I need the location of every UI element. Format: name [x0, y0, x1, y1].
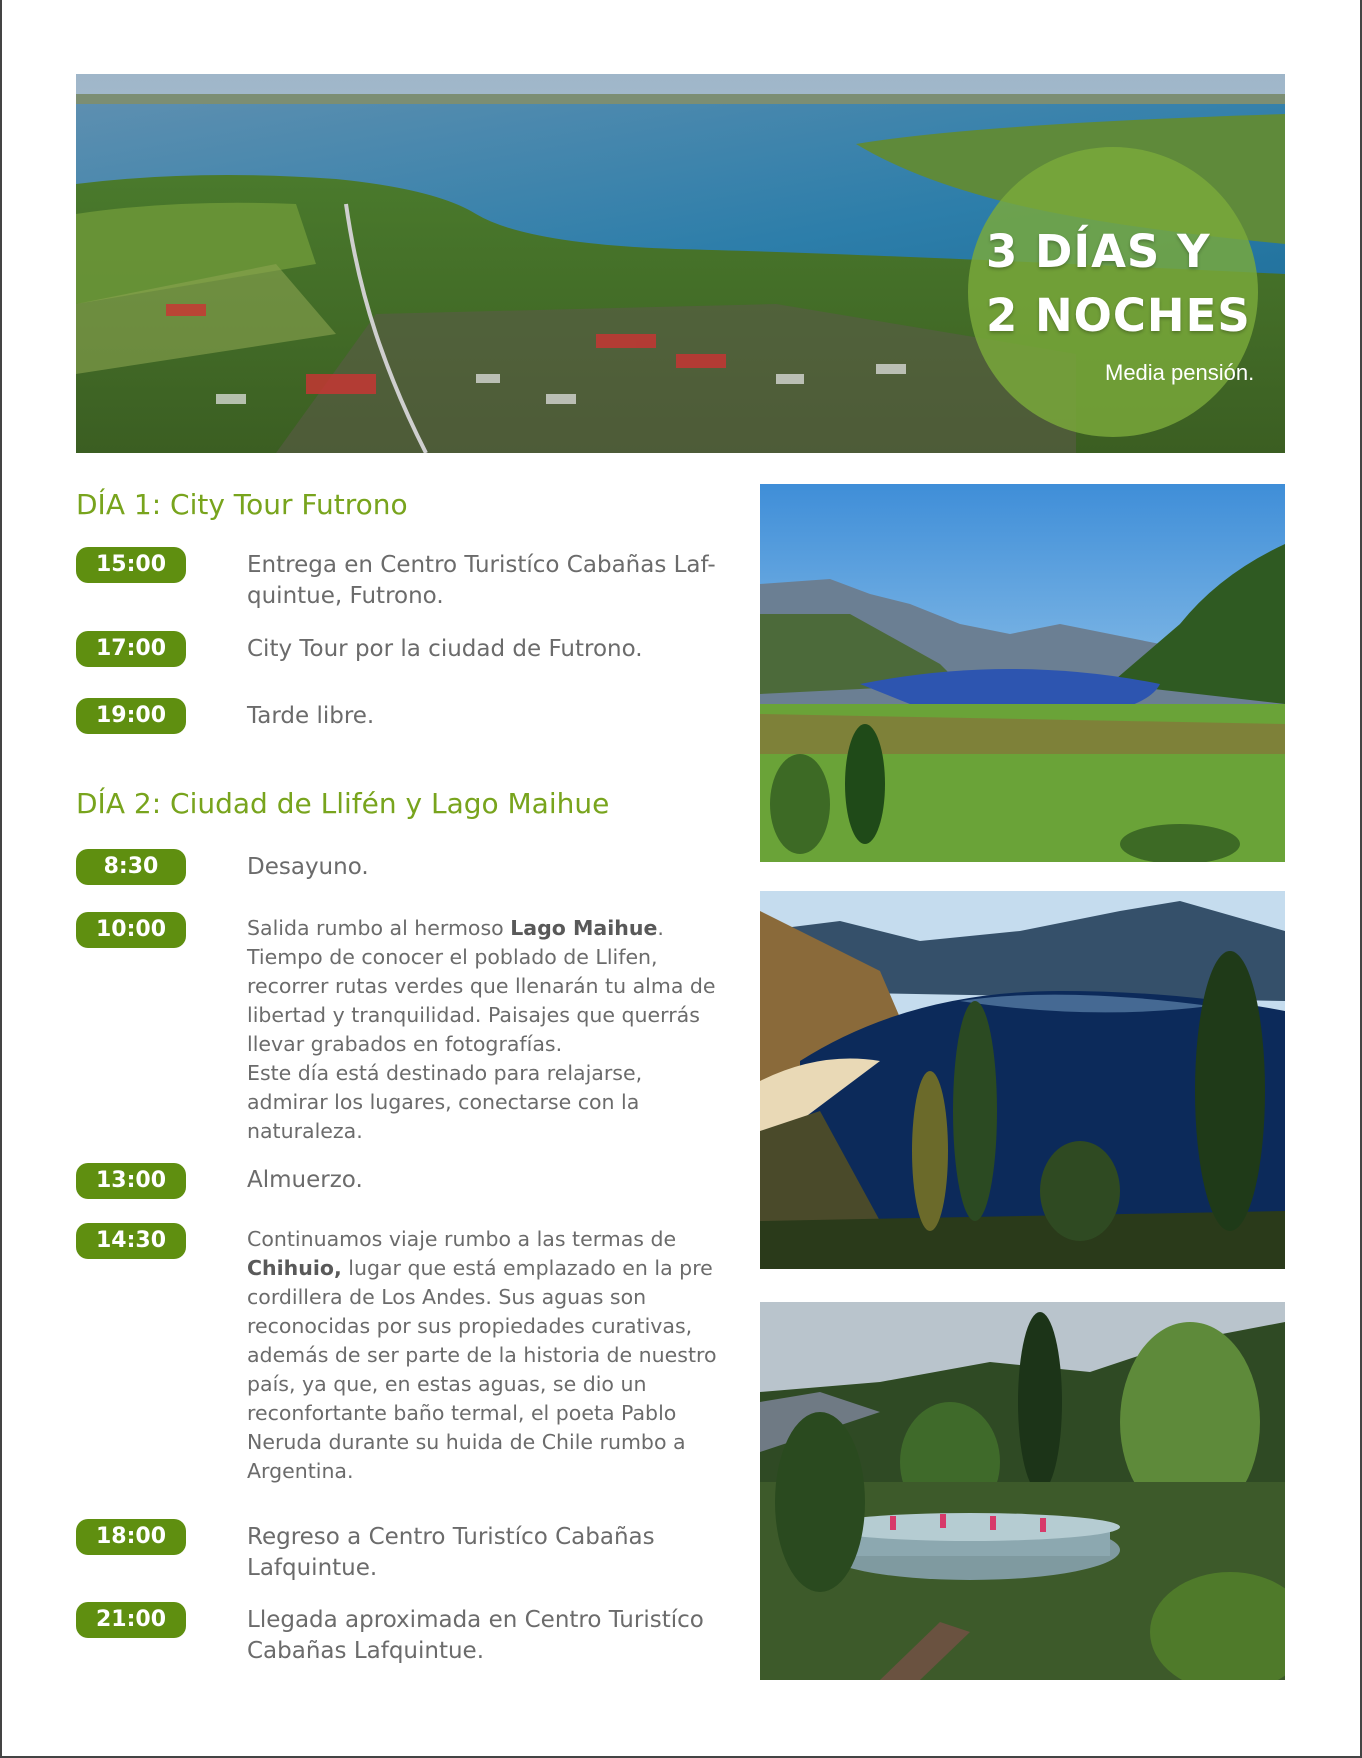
- schedule-text: Tarde libre.: [247, 703, 375, 729]
- time-badge: 13:00: [76, 1163, 186, 1199]
- schedule-text: Entrega en Centro Turistíco Cabañas Laf-quintue, Futrono.: [247, 552, 716, 609]
- hero-subtitle: Media pensión.: [1105, 360, 1255, 385]
- hero-title-line1: 3 DÍAS Y: [986, 225, 1211, 278]
- text-part: Este día está destinado para relajarse, admirar los lugares, conectarse con la naturaleza.: [247, 1061, 643, 1143]
- schedule-text: Llegada aproximada en Centro Turistíco Cabañas Lafquintue.: [247, 1607, 704, 1664]
- time-badge: 8:30: [76, 849, 186, 885]
- text-part: Continuamos viaje rumbo a las termas de: [247, 1227, 677, 1251]
- schedule-text: Desayuno.: [247, 854, 369, 880]
- time-badge: 15:00: [76, 547, 186, 583]
- time-badge: 19:00: [76, 698, 186, 734]
- text-part: .: [657, 916, 664, 940]
- day1-title: DÍA 1: City Tour Futrono: [76, 488, 408, 521]
- schedule-text: City Tour por la ciudad de Futrono.: [247, 636, 643, 662]
- time-badge: 10:00: [76, 912, 186, 948]
- schedule-text: Almuerzo.: [247, 1167, 363, 1193]
- schedule-text-long: [247, 1225, 727, 1486]
- bold-place-name: Lago Maihue: [510, 916, 658, 940]
- schedule-text: Regreso a Centro Turistíco Cabañas Lafquintue.: [247, 1524, 655, 1581]
- text-part: Salida rumbo al hermoso: [247, 916, 511, 940]
- time-badge: 18:00: [76, 1519, 186, 1555]
- photo-lake-valley: [760, 484, 1285, 862]
- photo-hot-springs: [760, 1302, 1285, 1680]
- hero-title: [986, 220, 1276, 348]
- text-part: lugar que está emplazado en la pre cordillera de Los Andes. Sus aguas son reconocidas por sus propiedades curativas, además de ser parte de la historia de nuestro país, ya que, en estas aguas, se dio un reconfortante baño termal, el poeta Pablo Neruda durante su huida de Chile rumbo a Argentina.: [247, 1256, 717, 1483]
- photo-lake-maihue: [760, 891, 1285, 1269]
- text-part: Tiempo de conocer el poblado de Llifen, recorrer rutas verdes que llenarán tu alma de libertad y tranquilidad. Paisajes que querrás llevar grabados en fotografías.: [247, 945, 716, 1056]
- time-badge: 14:30: [76, 1223, 186, 1259]
- time-badge: 21:00: [76, 1602, 186, 1638]
- hero-title-line2: 2 NOCHES: [986, 289, 1251, 342]
- day2-title: DÍA 2: Ciudad de Llifén y Lago Maihue: [76, 787, 610, 820]
- hero-banner: [76, 74, 1285, 453]
- schedule-text-long: [247, 914, 727, 1146]
- bold-place-name: Chihuio,: [247, 1256, 342, 1280]
- time-badge: 17:00: [76, 631, 186, 667]
